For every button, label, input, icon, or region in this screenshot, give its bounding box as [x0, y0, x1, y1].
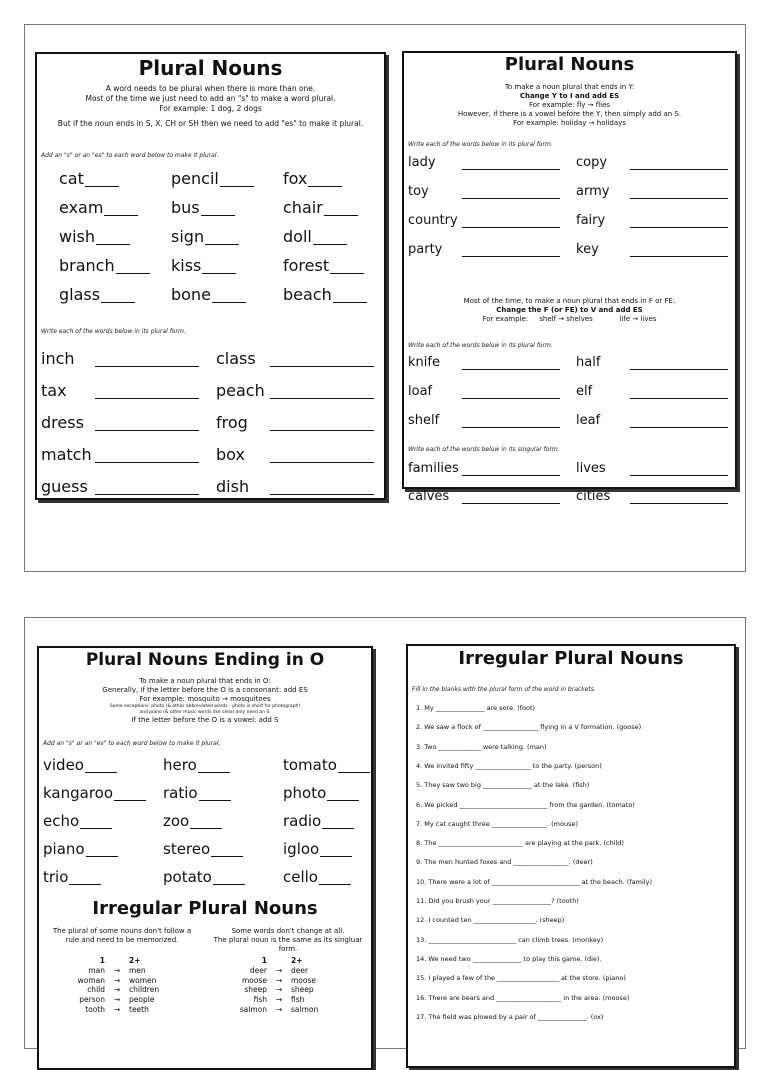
word-match: match — [41, 445, 92, 464]
word-forest: forest — [283, 256, 330, 275]
word-potato: potato — [163, 868, 212, 886]
question-item[interactable]: 9. The men hunted foxes and _________________. (deer) — [416, 858, 593, 867]
pair-header — [215, 956, 343, 966]
arrow-right-icon: → — [113, 965, 121, 975]
question-item[interactable]: 8. The __________________________ are playing at the park. (child) — [416, 839, 624, 848]
answer-blank[interactable] — [190, 828, 222, 829]
answer-blank[interactable] — [462, 198, 560, 199]
answer-blank[interactable] — [213, 884, 245, 885]
answer-blank[interactable] — [630, 475, 728, 476]
word-hero: hero — [163, 756, 197, 774]
answer-blank[interactable] — [270, 462, 374, 463]
word-leaf: leaf — [576, 413, 601, 428]
answer-blank[interactable] — [313, 244, 347, 245]
irregular-pair — [53, 985, 181, 995]
arrow-right-icon: → — [275, 965, 283, 975]
col-head-1: 1 — [99, 956, 105, 965]
text-line: Most of the time, to make a noun plural that ends in F or FE: — [463, 297, 676, 305]
example-line: For example: shelf → shelves life → lives — [482, 315, 657, 324]
word-photo: photo — [283, 784, 327, 802]
question-item[interactable]: 13. ___________________________ can climb trees. (monkey) — [416, 935, 604, 944]
plural-word: children — [129, 985, 160, 995]
question-item[interactable]: 15. I played a few of the ___________________ at the store. (piano) — [416, 974, 626, 983]
arrow-right-icon: → — [275, 995, 283, 1004]
answer-blank[interactable] — [322, 828, 354, 829]
answer-blank[interactable] — [80, 828, 112, 829]
word-calves: calves — [408, 489, 450, 504]
irregular-pair — [53, 995, 181, 1005]
word-party: party — [408, 242, 443, 257]
word-toy: toy — [408, 184, 429, 199]
example-line: For example: holiday → holidays — [513, 119, 626, 128]
irregular-left-text — [39, 927, 205, 945]
example-line: For example: mosquito → mosquitoes — [139, 695, 271, 704]
answer-blank[interactable] — [630, 169, 728, 170]
pair-header — [53, 956, 181, 966]
answer-blank[interactable] — [95, 430, 199, 431]
col-head-2: 2+ — [291, 956, 303, 965]
answer-blank[interactable] — [86, 856, 118, 857]
instruction: Write each of the words below in its plural form. — [41, 328, 186, 335]
singular-word: woman — [77, 975, 105, 985]
text-line: The plural noun is the same as its singluar form. — [213, 936, 363, 954]
word-peach: peach — [216, 381, 265, 400]
small-line: and piano (& other music words like cello) only need an S. — [139, 710, 271, 716]
answer-blank[interactable] — [270, 398, 374, 399]
word-stereo: stereo — [163, 840, 211, 858]
answer-blank[interactable] — [462, 427, 560, 428]
plural-word: fish — [291, 995, 305, 1004]
word-ratio: ratio — [163, 784, 198, 802]
question-item[interactable]: 1. My _______________ are sore. (foot) — [416, 704, 536, 712]
irregular-pairs-left — [53, 956, 181, 1015]
card-title: Plural Nouns — [504, 54, 635, 75]
word-wish: wish — [59, 227, 96, 246]
word-shelf: shelf — [408, 413, 440, 428]
word-knife: knife — [408, 355, 440, 370]
word-pencil: pencil — [171, 169, 219, 188]
plural-word: people — [129, 995, 155, 1004]
answer-blank[interactable] — [212, 302, 246, 303]
plural-word: moose — [291, 975, 317, 985]
word-tomato: tomato — [283, 756, 337, 774]
question-item[interactable]: 17. The field was plowed by a pair of _______________. (ox) — [416, 1012, 604, 1021]
answer-blank[interactable] — [462, 227, 560, 228]
plural-word: salmon — [291, 1004, 319, 1014]
answer-blank[interactable] — [270, 366, 374, 367]
example-line: For example: fly → flies — [528, 101, 611, 110]
answer-blank[interactable] — [201, 215, 235, 216]
question-item[interactable]: 14. We need two _______________ to play this game. (die). — [416, 954, 602, 963]
word-doll: doll — [283, 227, 312, 246]
word-army: army — [576, 184, 610, 199]
answer-blank[interactable] — [205, 244, 239, 245]
word-kangaroo: kangaroo — [43, 784, 114, 802]
word-copy: copy — [576, 155, 608, 170]
arrow-right-icon: → — [275, 975, 283, 985]
instruction: Write each of the words below in its singular form. — [408, 446, 560, 453]
irregular-pair — [53, 1005, 181, 1015]
text-line: If the letter before the O is a vowel: add S — [131, 715, 279, 724]
word-video: video — [43, 756, 84, 774]
word-cello: cello — [283, 868, 318, 886]
answer-blank[interactable] — [319, 884, 351, 885]
irregular-right-text — [205, 927, 371, 954]
irregular-pair — [215, 966, 343, 976]
word-half: half — [576, 355, 601, 370]
answer-blank[interactable] — [69, 884, 101, 885]
irregular-pair — [215, 985, 343, 995]
irregular-pair — [53, 966, 181, 976]
y-rule-text — [404, 83, 735, 128]
irregular-title: Irregular Plural Nouns — [92, 898, 318, 919]
col-head-2: 2+ — [129, 956, 141, 965]
answer-blank[interactable] — [630, 369, 728, 370]
answer-blank[interactable] — [462, 369, 560, 370]
plural-word: sheep — [291, 985, 314, 995]
singular-word: fish — [253, 995, 267, 1004]
answer-blank[interactable] — [220, 186, 254, 187]
answer-blank[interactable] — [198, 772, 230, 773]
plural-word: deer — [291, 965, 309, 975]
word-inch: inch — [41, 349, 75, 368]
singular-word: sheep — [244, 985, 267, 995]
card-title: Plural Nouns — [138, 56, 283, 80]
word-glass: glass — [59, 285, 101, 304]
word-dish: dish — [216, 477, 250, 496]
answer-blank[interactable] — [630, 227, 728, 228]
question-item[interactable]: 2. We saw a flock of _________________ flying in a V formation. (goose) — [416, 723, 642, 732]
word-kiss: kiss — [171, 256, 202, 275]
text-line: To make a noun plural that ends in O: — [139, 677, 271, 685]
plural-word: men — [129, 965, 146, 975]
intro-line: Most of the time we just need to add an "s" to make a word plural. — [85, 93, 336, 103]
text-line: Generally, if the letter before the O is a consonant: add ES — [102, 686, 308, 695]
answer-blank[interactable] — [462, 503, 560, 504]
f-rule-text — [404, 297, 735, 324]
word-cat: cat — [59, 169, 84, 188]
answer-blank[interactable] — [630, 427, 728, 428]
word-country: country — [408, 213, 458, 228]
word-bone: bone — [171, 285, 211, 304]
question-item[interactable]: 5. They saw two big _______________ at the lake. (fish) — [416, 781, 590, 790]
answer-blank[interactable] — [630, 398, 728, 399]
intro-line: A word needs to be plural when there is more than one. — [105, 84, 316, 93]
card-title: Irregular Plural Nouns — [458, 648, 684, 669]
text-line: Some words don't change at all. — [231, 927, 345, 935]
word-fairy: fairy — [576, 213, 606, 228]
word-beach: beach — [283, 285, 332, 304]
singular-word: man — [88, 965, 105, 975]
plural-word: teeth — [129, 1004, 149, 1014]
answer-blank[interactable] — [114, 800, 146, 801]
word-class: class — [216, 349, 256, 368]
irregular-pairs-right — [215, 956, 343, 1015]
plural-o-card — [37, 646, 373, 1070]
plural-nouns-y-f-card — [402, 51, 737, 504]
question-item[interactable]: 6. We picked ___________________________ from the garden. (tomato) — [416, 800, 635, 809]
answer-blank[interactable] — [630, 503, 728, 504]
page-2 — [24, 617, 746, 1049]
word-echo: echo — [43, 812, 80, 830]
word-piano: piano — [43, 840, 85, 858]
answer-blank[interactable] — [630, 256, 728, 257]
singular-word: tooth — [85, 1004, 105, 1014]
instruction: Write each of the words below in its plural form. — [408, 141, 553, 148]
singular-word: person — [79, 995, 105, 1004]
question-item[interactable]: 11. Did you brush your __________________? (tooth) — [416, 897, 579, 905]
question-item[interactable]: 12. I counted ten ___________________. (sheep) — [416, 916, 565, 925]
arrow-right-icon: → — [113, 995, 121, 1004]
answer-blank[interactable] — [630, 198, 728, 199]
answer-blank[interactable] — [95, 462, 199, 463]
spacer — [267, 956, 291, 966]
rule-line: Change Y to I and add ES — [519, 92, 620, 101]
word-box: box — [216, 445, 245, 464]
intro-line: But if the noun ends in S, X, CH or SH then we need to add "es" to make it plural. — [57, 119, 364, 129]
irregular-pair — [53, 976, 181, 986]
spacer — [105, 956, 129, 966]
question-item[interactable]: 4. We invited fifty _________________ to the party. (person) — [416, 761, 602, 770]
singular-word: deer — [249, 965, 267, 975]
word-igloo: igloo — [283, 840, 320, 858]
plural-word: women — [129, 975, 157, 985]
answer-blank[interactable] — [327, 800, 359, 801]
word-loaf: loaf — [408, 384, 433, 399]
answer-blank[interactable] — [324, 215, 358, 216]
page-1 — [24, 24, 746, 572]
answer-blank[interactable] — [95, 494, 199, 495]
irregular-pair — [215, 1005, 343, 1015]
answer-blank[interactable] — [95, 366, 199, 367]
question-item[interactable]: 3. Two _____________ were talking. (man) — [416, 742, 547, 751]
answer-blank[interactable] — [338, 772, 370, 773]
instruction: Add an "s" or an "es" to each word below to make it plural. — [41, 152, 219, 159]
plural-nouns-card — [35, 52, 386, 500]
col-head-1: 1 — [261, 956, 267, 965]
text-line: rule and need to be memorized. — [65, 936, 179, 945]
word-guess: guess — [41, 477, 88, 496]
answer-blank[interactable] — [85, 772, 117, 773]
arrow-right-icon: → — [275, 985, 283, 995]
word-key: key — [576, 242, 599, 257]
answer-blank[interactable] — [116, 273, 150, 274]
singular-word: moose — [241, 975, 267, 985]
instruction: Fill in the blanks with the plural form of the word in brackets. — [412, 686, 596, 693]
instruction: Add an "s" or an "es" to each word below to make it plural. — [43, 740, 221, 747]
answer-blank[interactable] — [270, 494, 374, 495]
answer-blank[interactable] — [308, 186, 342, 187]
word-exam: exam — [59, 198, 104, 217]
answer-blank[interactable] — [462, 398, 560, 399]
text-line: The plural of some nouns don't follow a — [52, 927, 192, 935]
answer-blank[interactable] — [101, 302, 135, 303]
answer-blank[interactable] — [333, 302, 367, 303]
word-bus: bus — [171, 198, 200, 217]
answer-blank[interactable] — [462, 475, 560, 476]
word-tax: tax — [41, 381, 67, 400]
intro-line: For example: 1 dog, 2 dogs — [159, 103, 262, 113]
text-line: To make a noun plural that ends in Y: — [504, 83, 635, 91]
answer-blank[interactable] — [95, 398, 199, 399]
answer-blank[interactable] — [320, 856, 352, 857]
o-rule-text — [39, 677, 371, 725]
word-cities: cities — [576, 489, 611, 504]
answer-blank[interactable] — [462, 256, 560, 257]
arrow-right-icon: → — [113, 1004, 121, 1014]
answer-blank[interactable] — [270, 430, 374, 431]
word-families: families — [408, 461, 459, 476]
question-item[interactable]: 16. There are bears and ____________________ in the area. (moose) — [416, 993, 630, 1002]
irregular-pair — [215, 995, 343, 1005]
small-line: Some exceptions: photo (& other abbreviated words - photo is short for photograph) — [109, 704, 301, 710]
arrow-right-icon: → — [113, 985, 121, 995]
arrow-right-icon: → — [275, 1004, 283, 1014]
singular-word: child — [87, 985, 105, 995]
arrow-right-icon: → — [113, 975, 121, 985]
word-chair: chair — [283, 198, 323, 217]
word-fox: fox — [283, 169, 308, 188]
answer-blank[interactable] — [104, 215, 138, 216]
answer-blank[interactable] — [96, 244, 130, 245]
word-radio: radio — [283, 812, 322, 830]
word-frog: frog — [216, 413, 248, 432]
answer-blank[interactable] — [330, 273, 364, 274]
intro-text — [37, 84, 384, 129]
irregular-pair — [215, 976, 343, 986]
word-trio: trio — [43, 868, 69, 886]
answer-blank[interactable] — [211, 856, 243, 857]
question-item[interactable]: 7. My cat caught three _________________. (mouse) — [416, 819, 579, 828]
question-item[interactable]: 10. There were a lot of ___________________________ at the beach. (family) — [416, 877, 652, 886]
instruction: Write each of the words below in its plural form. — [408, 342, 553, 349]
word-sign: sign — [171, 227, 205, 246]
answer-blank[interactable] — [462, 169, 560, 170]
word-branch: branch — [59, 256, 115, 275]
word-elf: elf — [576, 384, 593, 399]
answer-blank[interactable] — [199, 800, 231, 801]
singular-word: salmon — [239, 1004, 267, 1014]
word-lady: lady — [408, 155, 436, 170]
rule-line: Change the F (or FE) to V and add ES — [496, 306, 643, 315]
word-zoo: zoo — [163, 812, 190, 830]
word-dress: dress — [41, 413, 84, 432]
word-lives: lives — [576, 461, 606, 476]
irregular-plural-card — [406, 644, 736, 1068]
answer-blank[interactable] — [202, 273, 236, 274]
answer-blank[interactable] — [85, 186, 119, 187]
text-line: However, if there is a vowel before the Y, then simply add an S. — [457, 110, 682, 119]
card-title: Plural Nouns Ending in O — [85, 650, 325, 670]
